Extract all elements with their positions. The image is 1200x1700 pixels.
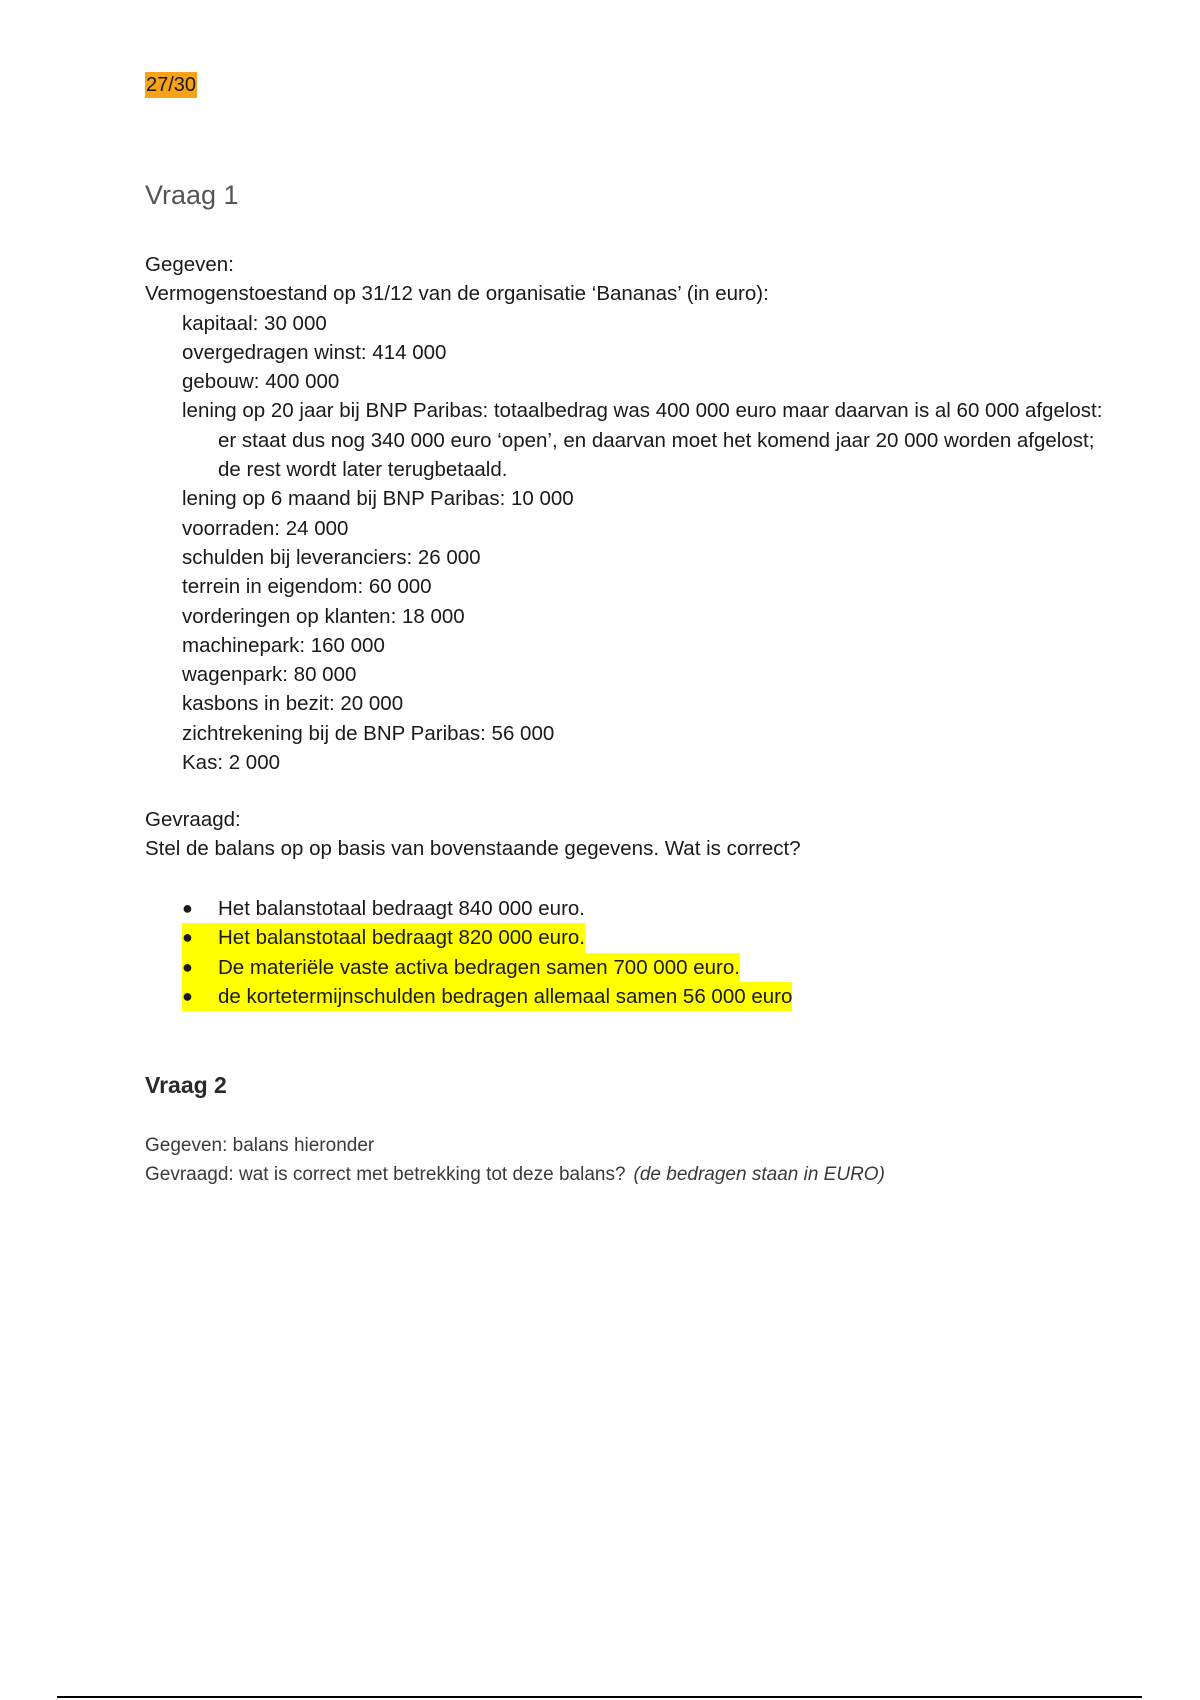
given-item: lening op 6 maand bij BNP Paribas: 10 000 — [182, 487, 574, 511]
question-2-given: Gegeven: balans hieronder — [145, 1135, 375, 1156]
question-2-body — [145, 1132, 885, 1189]
given-item: terrein in eigendom: 60 000 — [182, 575, 432, 599]
given-label: Gegeven: — [145, 253, 234, 276]
given-intro: Vermogenstoestand op 31/12 van de organisatie ‘Bananas’ (in euro): — [145, 282, 769, 306]
score-badge: 27/30 — [146, 74, 197, 96]
given-item: zichtrekening bij de BNP Paribas: 56 000 — [182, 721, 555, 745]
given-item: wagenpark: 80 000 — [182, 663, 357, 687]
given-item: overgedragen winst: 414 000 — [182, 340, 447, 364]
answer-option-highlighted — [182, 923, 1105, 952]
answer-option-highlighted — [182, 953, 1105, 982]
given-item: kasbons in bezit: 20 000 — [182, 692, 404, 716]
given-item: lening op 20 jaar bij BNP Paribas: totaalbedrag was 400 000 euro maar daarvan is al 60 000 afgelost: er staat dus nog 340 000 euro ‘open’, en daarvan moet het komend jaar 20 000 worden afgelost; de rest wordt later terugbetaald. — [182, 399, 1103, 482]
given-items-list — [145, 309, 1105, 778]
given-item: voorraden: 24 000 — [182, 516, 349, 540]
bullet-icon: ● — [182, 898, 193, 918]
question-2-note: (de bedragen staan in EURO) — [633, 1163, 885, 1185]
answer-option-text: de kortetermijnschulden bedragen allemaal samen 56 000 euro — [218, 984, 793, 1008]
question-2-asked-line — [145, 1161, 885, 1190]
page-bottom-rule — [57, 1696, 1142, 1698]
question-1-given — [145, 250, 1105, 777]
question-1-options — [145, 894, 1105, 1011]
given-item: schulden bij leveranciers: 26 000 — [182, 545, 481, 569]
asked-label: Gevraagd: — [145, 808, 241, 831]
answer-option-text: De materiële vaste activa bedragen samen 700 000 euro. — [218, 955, 740, 979]
answer-option-text: Het balanstotaal bedraagt 840 000 euro. — [218, 897, 585, 920]
question-2-title: Vraag 2 — [145, 1072, 227, 1098]
question-2-asked: Gevraagd: wat is correct met betrekking tot deze balans? — [145, 1163, 626, 1185]
answer-option — [182, 894, 1105, 923]
bullet-icon: ● — [182, 985, 193, 1006]
answer-options-list — [145, 894, 1105, 1011]
given-item: gebouw: 400 000 — [182, 370, 340, 394]
bullet-icon: ● — [182, 927, 193, 948]
question-1-asked — [145, 805, 1105, 864]
given-item: Kas: 2 000 — [182, 751, 281, 775]
given-item: vorderingen op klanten: 18 000 — [182, 604, 465, 628]
bullet-icon: ● — [182, 956, 193, 977]
given-item: machinepark: 160 000 — [182, 633, 385, 657]
answer-option-text: Het balanstotaal bedraagt 820 000 euro. — [218, 926, 585, 950]
given-item: kapitaal: 30 000 — [182, 311, 327, 335]
question-1-title: Vraag 1 — [145, 180, 239, 210]
asked-question: Stel de balans op op basis van bovenstaande gegevens. Wat is correct? — [145, 837, 801, 861]
answer-option-highlighted — [182, 982, 1105, 1011]
